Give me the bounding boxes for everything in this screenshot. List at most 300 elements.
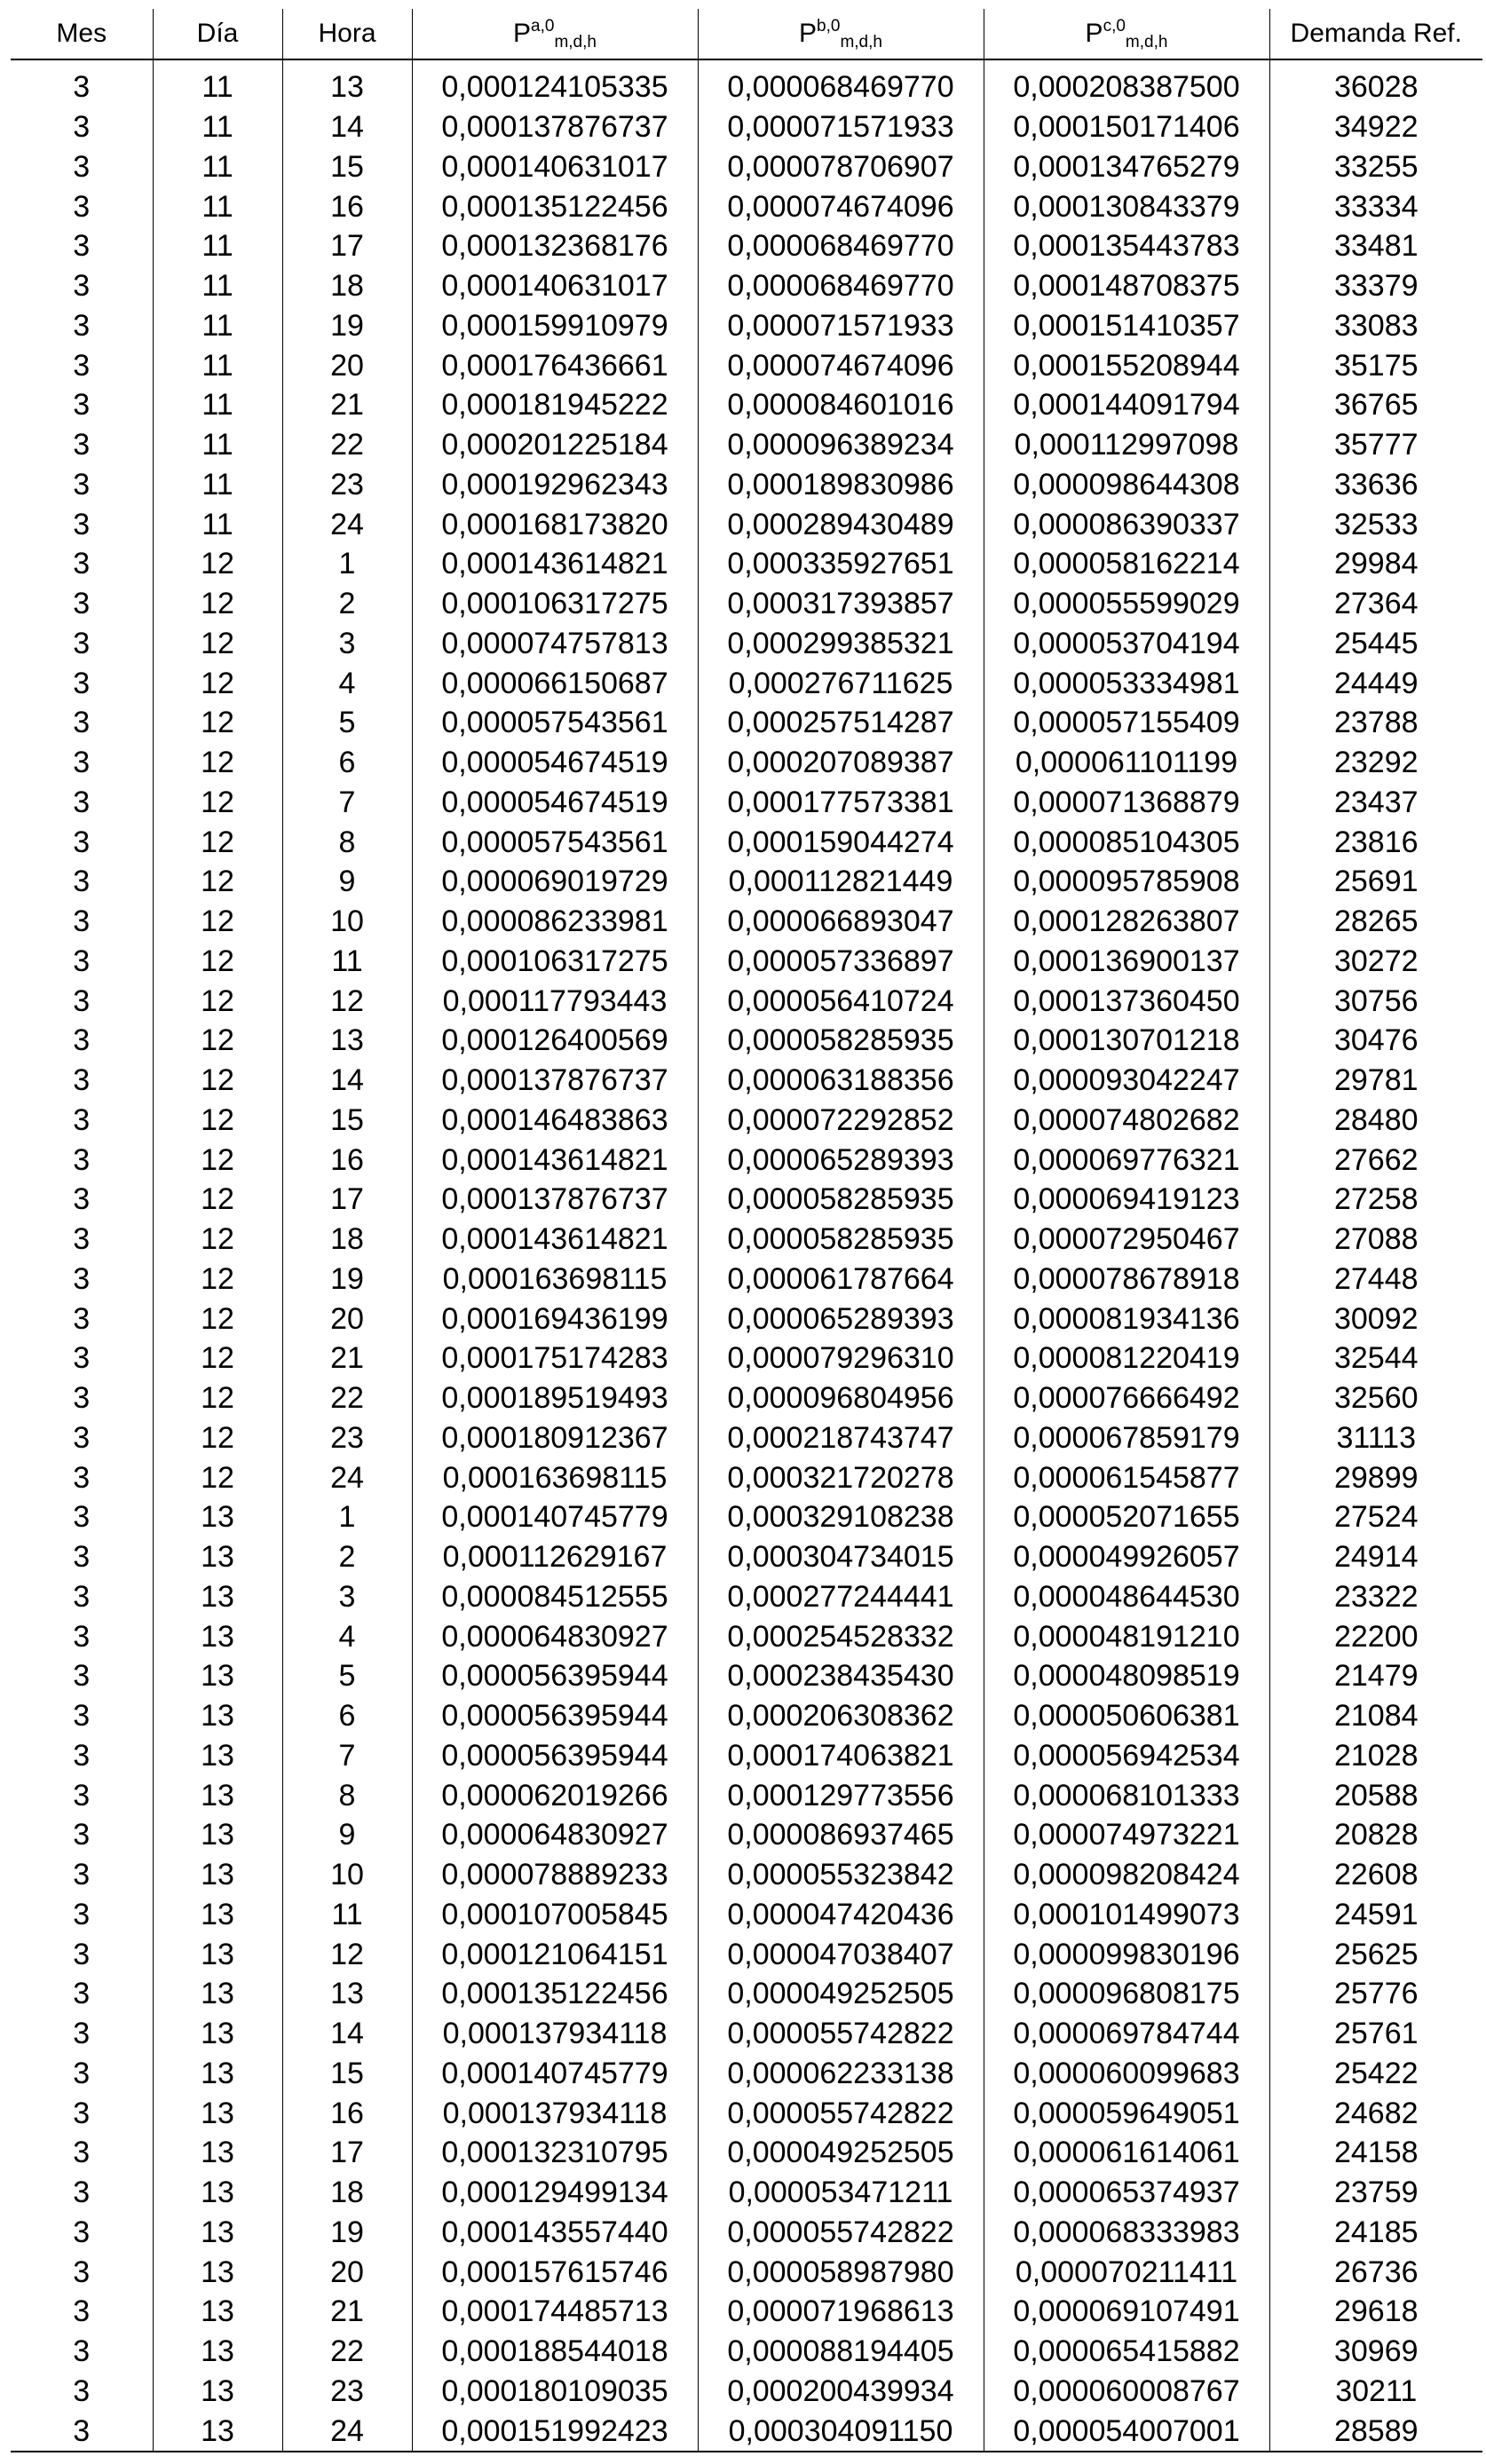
table-row xyxy=(11,544,1482,584)
cell-demanda: 27524 xyxy=(1269,1497,1482,1537)
cell-pb: 0,000096804956 xyxy=(698,1378,984,1418)
cell-demanda: 35777 xyxy=(1269,425,1482,465)
cell-dia: 13 xyxy=(153,2093,282,2133)
cell-demanda: 29618 xyxy=(1269,2292,1482,2332)
table-row xyxy=(11,2411,1482,2452)
cell-pc: 0,000056942534 xyxy=(984,1736,1269,1776)
cell-dia: 11 xyxy=(153,266,282,306)
cell-dia: 13 xyxy=(153,1815,282,1855)
header-pb-sup: b,0 xyxy=(817,17,841,36)
cell-demanda: 23292 xyxy=(1269,743,1482,783)
cell-dia: 13 xyxy=(153,2411,282,2452)
table-row xyxy=(11,1457,1482,1497)
cell-hora: 1 xyxy=(282,544,412,584)
cell-dia: 12 xyxy=(153,1378,282,1418)
table-row xyxy=(11,1378,1482,1418)
cell-mes: 3 xyxy=(73,746,91,780)
cell-hora: 1 xyxy=(282,1497,412,1537)
cell-hora: 21 xyxy=(282,2292,412,2332)
cell-mes: 3 xyxy=(73,1063,91,1098)
cell-hora: 9 xyxy=(282,862,412,902)
cell-dia: 12 xyxy=(153,862,282,902)
cell-pb: 0,000072292852 xyxy=(698,1101,984,1141)
cell-pa: 0,000163698115 xyxy=(412,1260,698,1299)
cell-hora: 21 xyxy=(282,1339,412,1378)
cell-pc: 0,000048098519 xyxy=(984,1656,1269,1696)
cell-dia: 13 xyxy=(153,1736,282,1776)
cell-demanda: 21479 xyxy=(1269,1656,1482,1696)
cell-mes: 3 xyxy=(73,1619,91,1654)
cell-pa: 0,000107005845 xyxy=(412,1895,698,1935)
cell-demanda: 33379 xyxy=(1269,266,1482,306)
table-header xyxy=(11,9,1482,59)
cell-pb: 0,000206308362 xyxy=(698,1696,984,1736)
cell-hora: 15 xyxy=(282,2054,412,2094)
cell-dia: 13 xyxy=(153,1616,282,1656)
cell-hora: 23 xyxy=(282,465,412,505)
cell-dia: 13 xyxy=(153,2372,282,2412)
cell-demanda: 25761 xyxy=(1269,2014,1482,2054)
cell-mes: 3 xyxy=(73,1659,91,1694)
cell-pb: 0,000129773556 xyxy=(698,1775,984,1815)
cell-pc: 0,000068333983 xyxy=(984,2213,1269,2253)
cell-dia: 12 xyxy=(153,981,282,1021)
table-row xyxy=(11,2372,1482,2412)
cell-mes: 3 xyxy=(73,785,91,819)
cell-pb: 0,000055742822 xyxy=(698,2014,984,2054)
cell-mes: 3 xyxy=(73,587,91,621)
header-pa-sup: a,0 xyxy=(531,17,555,36)
cell-pb: 0,000218743747 xyxy=(698,1418,984,1458)
cell-demanda: 36765 xyxy=(1269,385,1482,425)
cell-pc: 0,000068101333 xyxy=(984,1775,1269,1815)
cell-dia: 11 xyxy=(153,107,282,147)
cell-mes: 3 xyxy=(73,626,91,660)
cell-pb: 0,000277244441 xyxy=(698,1577,984,1617)
cell-pb: 0,000071968613 xyxy=(698,2292,984,2332)
cell-pa: 0,000140745779 xyxy=(412,1497,698,1537)
cell-dia: 11 xyxy=(153,306,282,346)
cell-pa: 0,000121064151 xyxy=(412,1934,698,1974)
cell-pa: 0,000143614821 xyxy=(412,1140,698,1180)
cell-pb: 0,000207089387 xyxy=(698,743,984,783)
cell-dia: 12 xyxy=(153,1339,282,1378)
cell-demanda: 35175 xyxy=(1269,345,1482,385)
cell-pb: 0,000058987980 xyxy=(698,2252,984,2292)
cell-demanda: 27258 xyxy=(1269,1180,1482,1220)
table-row xyxy=(11,306,1482,346)
table-row xyxy=(11,1736,1482,1776)
cell-hora: 13 xyxy=(282,59,412,107)
cell-pa: 0,000143614821 xyxy=(412,544,698,584)
cell-dia: 11 xyxy=(153,186,282,226)
cell-pb: 0,000177573381 xyxy=(698,783,984,823)
cell-dia: 13 xyxy=(153,2014,282,2054)
cell-dia: 12 xyxy=(153,1180,282,1220)
cell-mes: 3 xyxy=(73,2176,91,2210)
cell-pb: 0,000084601016 xyxy=(698,385,984,425)
cell-demanda: 25625 xyxy=(1269,1934,1482,1974)
cell-dia: 11 xyxy=(153,147,282,187)
cell-pc: 0,000112997098 xyxy=(984,425,1269,465)
cell-mes: 3 xyxy=(73,825,91,859)
table-row xyxy=(11,465,1482,505)
cell-demanda: 20588 xyxy=(1269,1775,1482,1815)
cell-pa: 0,000086233981 xyxy=(412,902,698,942)
cell-pa: 0,000112629167 xyxy=(412,1537,698,1577)
cell-pc: 0,000070211411 xyxy=(984,2252,1269,2292)
cell-pc: 0,000130843379 xyxy=(984,186,1269,226)
table-row xyxy=(11,2292,1482,2332)
cell-dia: 12 xyxy=(153,1140,282,1180)
cell-pa: 0,000135122456 xyxy=(412,1974,698,2014)
cell-pc: 0,000155208944 xyxy=(984,345,1269,385)
cell-demanda: 23437 xyxy=(1269,783,1482,823)
cell-dia: 11 xyxy=(153,465,282,505)
cell-dia: 11 xyxy=(153,504,282,544)
cell-pa: 0,000189519493 xyxy=(412,1378,698,1418)
cell-mes: 3 xyxy=(73,110,91,145)
cell-pb: 0,000074674096 xyxy=(698,186,984,226)
cell-pa: 0,000180109035 xyxy=(412,2372,698,2412)
cell-mes: 3 xyxy=(73,1699,91,1733)
table-row xyxy=(11,425,1482,465)
cell-pb: 0,000086937465 xyxy=(698,1815,984,1855)
table-row xyxy=(11,2014,1482,2054)
cell-pa: 0,000126400569 xyxy=(412,1021,698,1061)
table-row xyxy=(11,2054,1482,2094)
cell-demanda: 23788 xyxy=(1269,703,1482,743)
cell-pc: 0,000098644308 xyxy=(984,465,1269,505)
cell-dia: 12 xyxy=(153,1457,282,1497)
cell-dia: 13 xyxy=(153,1656,282,1696)
cell-pa: 0,000143614821 xyxy=(412,1220,698,1260)
cell-pc: 0,000081934136 xyxy=(984,1299,1269,1339)
cell-demanda: 32560 xyxy=(1269,1378,1482,1418)
cell-hora: 23 xyxy=(282,1418,412,1458)
cell-demanda: 32533 xyxy=(1269,504,1482,544)
cell-mes: 3 xyxy=(73,1261,91,1296)
cell-pc: 0,000096808175 xyxy=(984,1974,1269,2014)
table-row xyxy=(11,186,1482,226)
cell-demanda: 22200 xyxy=(1269,1616,1482,1656)
table-row xyxy=(11,1180,1482,1220)
cell-pb: 0,000068469770 xyxy=(698,226,984,266)
cell-demanda: 30476 xyxy=(1269,1021,1482,1061)
cell-hora: 15 xyxy=(282,1101,412,1141)
cell-pc: 0,000054007001 xyxy=(984,2411,1269,2452)
cell-pc: 0,000085104305 xyxy=(984,822,1269,862)
cell-hora: 21 xyxy=(282,385,412,425)
cell-pa: 0,000057543561 xyxy=(412,822,698,862)
cell-pb: 0,000304091150 xyxy=(698,2411,984,2452)
cell-pc: 0,000058162214 xyxy=(984,544,1269,584)
cell-pa: 0,000175174283 xyxy=(412,1339,698,1378)
table-row xyxy=(11,504,1482,544)
cell-mes: 3 xyxy=(73,1937,91,1971)
cell-pb: 0,000304734015 xyxy=(698,1537,984,1577)
cell-dia: 13 xyxy=(153,2292,282,2332)
cell-pa: 0,000069019729 xyxy=(412,862,698,902)
cell-hora: 2 xyxy=(282,1537,412,1577)
table-row xyxy=(11,1656,1482,1696)
cell-dia: 12 xyxy=(153,942,282,982)
cell-hora: 13 xyxy=(282,1021,412,1061)
cell-mes: 3 xyxy=(73,2056,91,2090)
table-row xyxy=(11,2332,1482,2372)
cell-mes: 3 xyxy=(73,467,91,501)
cell-mes: 3 xyxy=(73,944,91,978)
cell-pc: 0,000099830196 xyxy=(984,1934,1269,1974)
cell-mes: 3 xyxy=(73,1420,91,1455)
table-row xyxy=(11,1339,1482,1378)
cell-demanda: 30969 xyxy=(1269,2332,1482,2372)
cell-pa: 0,000151992423 xyxy=(412,2411,698,2452)
cell-pb: 0,000063188356 xyxy=(698,1061,984,1101)
cell-hora: 16 xyxy=(282,186,412,226)
cell-pb: 0,000071571933 xyxy=(698,306,984,346)
cell-hora: 17 xyxy=(282,1180,412,1220)
cell-dia: 11 xyxy=(153,226,282,266)
cell-hora: 24 xyxy=(282,504,412,544)
cell-pa: 0,000057543561 xyxy=(412,703,698,743)
cell-hora: 22 xyxy=(282,425,412,465)
cell-pa: 0,000174485713 xyxy=(412,2292,698,2332)
cell-dia: 12 xyxy=(153,743,282,783)
cell-pa: 0,000066150687 xyxy=(412,663,698,703)
cell-mes: 3 xyxy=(73,2017,91,2051)
cell-pa: 0,000137934118 xyxy=(412,2014,698,2054)
cell-mes: 3 xyxy=(73,1341,91,1376)
table-row xyxy=(11,266,1482,306)
table-row xyxy=(11,703,1482,743)
cell-hora: 3 xyxy=(282,1577,412,1617)
cell-hora: 10 xyxy=(282,1855,412,1895)
table-row xyxy=(11,1577,1482,1617)
cell-dia: 13 xyxy=(153,2252,282,2292)
cell-mes: 3 xyxy=(73,1977,91,2011)
cell-dia: 12 xyxy=(153,1299,282,1339)
table-row xyxy=(11,226,1482,266)
cell-mes: 3 xyxy=(73,308,91,343)
cell-pb: 0,000049252505 xyxy=(698,2133,984,2173)
cell-pa: 0,000181945222 xyxy=(412,385,698,425)
cell-hora: 15 xyxy=(282,147,412,187)
cell-pa: 0,000056395944 xyxy=(412,1656,698,1696)
cell-pb: 0,000066893047 xyxy=(698,902,984,942)
cell-pb: 0,000321720278 xyxy=(698,1457,984,1497)
cell-demanda: 22608 xyxy=(1269,1855,1482,1895)
table-row xyxy=(11,743,1482,783)
cell-pa: 0,000137934118 xyxy=(412,2093,698,2133)
header-pc-sub: m,d,h xyxy=(1125,33,1168,51)
cell-hora: 22 xyxy=(282,1378,412,1418)
cell-pb: 0,000112821449 xyxy=(698,862,984,902)
header-pc-base: P xyxy=(1085,19,1103,48)
cell-mes: 3 xyxy=(73,2373,91,2408)
cell-mes: 3 xyxy=(73,2334,91,2369)
table-row xyxy=(11,1418,1482,1458)
cell-mes: 3 xyxy=(73,1381,91,1416)
cell-demanda: 25445 xyxy=(1269,624,1482,664)
cell-pc: 0,000055599029 xyxy=(984,584,1269,624)
cell-mes: 3 xyxy=(73,1579,91,1614)
cell-pc: 0,000048644530 xyxy=(984,1577,1269,1617)
cell-demanda: 36028 xyxy=(1269,59,1482,107)
cell-pb: 0,000055742822 xyxy=(698,2093,984,2133)
cell-pb: 0,000329108238 xyxy=(698,1497,984,1537)
cell-pc: 0,000071368879 xyxy=(984,783,1269,823)
cell-pa: 0,000137876737 xyxy=(412,107,698,147)
cell-pc: 0,000065374937 xyxy=(984,2173,1269,2213)
cell-mes: 3 xyxy=(73,865,91,899)
cell-pa: 0,000056395944 xyxy=(412,1696,698,1736)
cell-mes: 3 xyxy=(73,229,91,264)
cell-pb: 0,000058285935 xyxy=(698,1220,984,1260)
cell-mes: 3 xyxy=(73,1818,91,1852)
cell-pc: 0,000148708375 xyxy=(984,266,1269,306)
cell-pa: 0,000137876737 xyxy=(412,1061,698,1101)
cell-mes: 3 xyxy=(11,2411,153,2452)
cell-mes: 3 xyxy=(73,1142,91,1177)
cell-pa: 0,000117793443 xyxy=(412,981,698,1021)
table-row xyxy=(11,1537,1482,1577)
cell-mes: 3 xyxy=(73,348,91,383)
cell-pc: 0,000053334981 xyxy=(984,663,1269,703)
cell-hora: 23 xyxy=(282,2372,412,2412)
cell-pb: 0,000055742822 xyxy=(698,2213,984,2253)
cell-demanda: 33334 xyxy=(1269,186,1482,226)
header-demanda: Demanda Ref. xyxy=(1269,9,1482,59)
cell-pc: 0,000072950467 xyxy=(984,1220,1269,1260)
cell-mes: 3 xyxy=(73,547,91,581)
cell-mes: 3 xyxy=(73,1023,91,1058)
cell-pc: 0,000061101199 xyxy=(984,743,1269,783)
cell-hora: 14 xyxy=(282,107,412,147)
cell-hora: 24 xyxy=(282,2411,412,2452)
cell-demanda: 29781 xyxy=(1269,1061,1482,1101)
cell-dia: 13 xyxy=(153,1577,282,1617)
cell-dia: 13 xyxy=(153,1934,282,1974)
cell-pa: 0,000132368176 xyxy=(412,226,698,266)
cell-pc: 0,000067859179 xyxy=(984,1418,1269,1458)
cell-hora: 19 xyxy=(282,306,412,346)
cell-pb: 0,000047038407 xyxy=(698,1934,984,1974)
cell-mes: 3 xyxy=(73,2294,91,2329)
cell-pa: 0,000176436661 xyxy=(412,345,698,385)
cell-demanda: 20828 xyxy=(1269,1815,1482,1855)
cell-mes: 3 xyxy=(73,666,91,700)
cell-dia: 11 xyxy=(153,345,282,385)
cell-pa: 0,000188544018 xyxy=(412,2332,698,2372)
cell-pb: 0,000289430489 xyxy=(698,504,984,544)
cell-pc: 0,000069107491 xyxy=(984,2292,1269,2332)
cell-demanda: 30272 xyxy=(1269,942,1482,982)
cell-pc: 0,000130701218 xyxy=(984,1021,1269,1061)
cell-pc: 0,000128263807 xyxy=(984,902,1269,942)
header-pc xyxy=(984,9,1269,59)
cell-pc: 0,000135443783 xyxy=(984,226,1269,266)
table-row xyxy=(11,1101,1482,1141)
cell-demanda: 27364 xyxy=(1269,584,1482,624)
table-row xyxy=(11,59,1482,107)
cell-pb: 0,000299385321 xyxy=(698,624,984,664)
cell-hora: 16 xyxy=(282,2093,412,2133)
header-hora: Hora xyxy=(282,9,412,59)
cell-pc: 0,000059649051 xyxy=(984,2093,1269,2133)
header-pa-base: P xyxy=(513,19,532,48)
table-row xyxy=(11,1696,1482,1736)
header-pa-sub: m,d,h xyxy=(554,33,597,51)
cell-dia: 13 xyxy=(153,1974,282,2014)
cell-mes: 3 xyxy=(73,1222,91,1257)
table-row xyxy=(11,1299,1482,1339)
table-row xyxy=(11,2173,1482,2213)
cell-dia: 13 xyxy=(153,2054,282,2094)
cell-hora: 7 xyxy=(282,783,412,823)
cell-mes: 3 xyxy=(73,149,91,184)
cell-dia: 12 xyxy=(153,663,282,703)
table-row xyxy=(11,1497,1482,1537)
cell-pc: 0,000060008767 xyxy=(984,2372,1269,2412)
cell-pa: 0,000062019266 xyxy=(412,1775,698,1815)
cell-pb: 0,000057336897 xyxy=(698,942,984,982)
cell-mes: 3 xyxy=(73,2255,91,2289)
cell-hora: 22 xyxy=(282,2332,412,2372)
cell-dia: 12 xyxy=(153,783,282,823)
table-row xyxy=(11,981,1482,1021)
cell-pa: 0,000163698115 xyxy=(412,1457,698,1497)
cell-pb: 0,000071571933 xyxy=(698,107,984,147)
cell-hora: 12 xyxy=(282,981,412,1021)
cell-pa: 0,000106317275 xyxy=(412,584,698,624)
cell-dia: 12 xyxy=(153,1260,282,1299)
cell-pb: 0,000065289393 xyxy=(698,1140,984,1180)
header-pb-sub: m,d,h xyxy=(840,33,882,51)
cell-mes: 3 xyxy=(73,706,91,740)
header-pb-base: P xyxy=(799,19,818,48)
cell-pb: 0,000068469770 xyxy=(698,59,984,107)
table-row xyxy=(11,902,1482,942)
cell-demanda: 30211 xyxy=(1269,2372,1482,2412)
cell-pc: 0,000060099683 xyxy=(984,2054,1269,2094)
cell-hora: 4 xyxy=(282,663,412,703)
cell-demanda: 24449 xyxy=(1269,663,1482,703)
cell-demanda: 25691 xyxy=(1269,862,1482,902)
table-row xyxy=(11,1895,1482,1935)
cell-pc: 0,000151410357 xyxy=(984,306,1269,346)
cell-pc: 0,000208387500 xyxy=(984,59,1269,107)
cell-hora: 14 xyxy=(282,1061,412,1101)
cell-dia: 12 xyxy=(153,544,282,584)
cell-pa: 0,000140745779 xyxy=(412,2054,698,2094)
cell-pc: 0,000069784744 xyxy=(984,2014,1269,2054)
cell-hora: 2 xyxy=(282,584,412,624)
cell-demanda: 27662 xyxy=(1269,1140,1482,1180)
table-row xyxy=(11,2133,1482,2173)
cell-pc: 0,000095785908 xyxy=(984,862,1269,902)
cell-hora: 5 xyxy=(282,703,412,743)
cell-pc: 0,000065415882 xyxy=(984,2332,1269,2372)
cell-pc: 0,000069776321 xyxy=(984,1140,1269,1180)
table-row xyxy=(11,862,1482,902)
cell-hora: 11 xyxy=(282,1895,412,1935)
table-row xyxy=(11,1775,1482,1815)
cell-mes: 3 xyxy=(73,388,91,423)
cell-dia: 12 xyxy=(153,1021,282,1061)
cell-hora: 5 xyxy=(282,1656,412,1696)
cell-dia: 11 xyxy=(153,425,282,465)
